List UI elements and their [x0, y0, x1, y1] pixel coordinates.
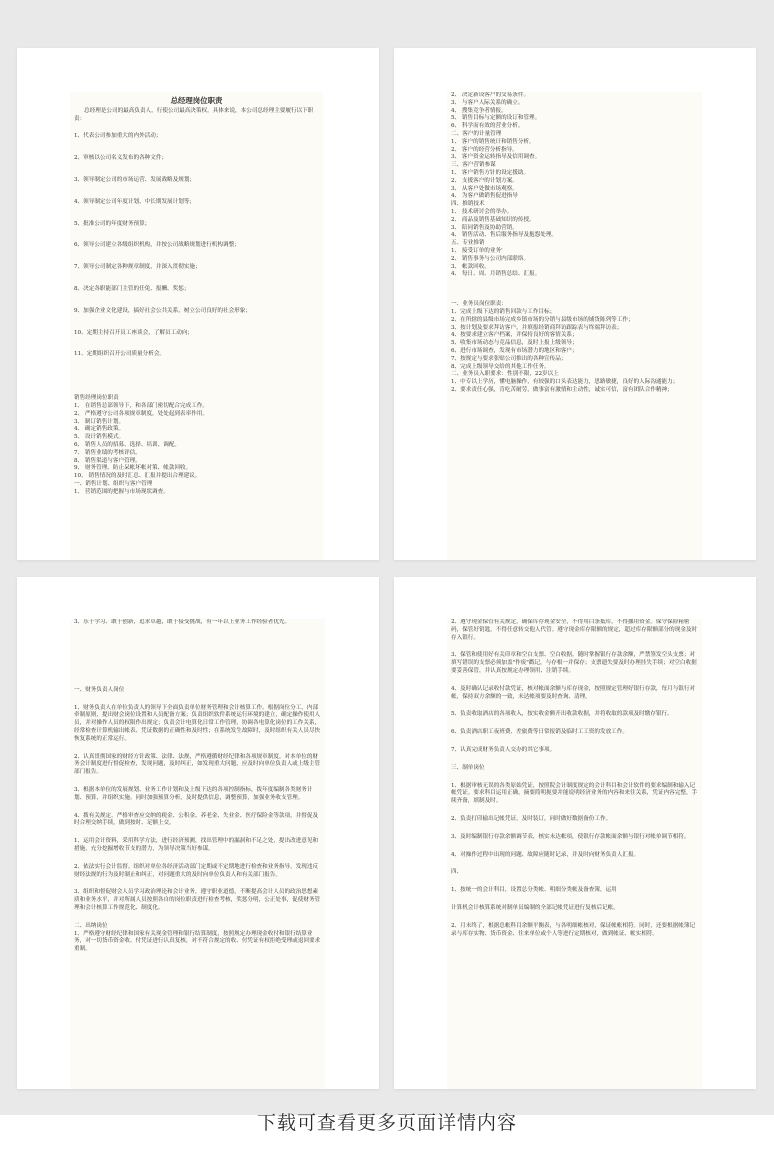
section-heading: 一、业务员岗位职责：: [451, 301, 507, 308]
section-heading: 三、客户营销参谋: [451, 162, 496, 169]
list-item: 1、 客户销售方针的设定援助。: [451, 169, 530, 176]
section-heading: 一、财务负责人岗位: [74, 686, 125, 693]
list-item: 1、 接受订单的业务': [451, 247, 503, 254]
paragraph: 3、及时编制银行存款余额调节表，核实未达帐项，使银行存款帐面余额与银行对帐单调节相符。: [451, 833, 690, 840]
document-page-2[interactable]: [394, 48, 756, 560]
page-content: [70, 92, 323, 560]
list-item: 4、 确定销售政策。: [74, 426, 125, 433]
paragraph: 2、月末终了，根据总帐科目余额平衡表，与各明细帐核对，保证帐帐相符。同时，还要根据帐簿记录与库存实物、货币资金、往来单位或个人等进行定期核对，做到帐证、帐实相符。: [451, 922, 696, 937]
document-title: 总经理岗位职责: [170, 96, 223, 105]
duty-item: 4、领导制定公司年度计划、中长期发展计划等；: [74, 198, 196, 205]
list-item: 1、 营销范围的把握与市场现状调查。: [74, 488, 169, 495]
paragraph: 3、根据本单位的发展规划、业务工作计划和及上级下达的各项控制指标，拨年度编制各类财务计划、预算，并组织实施。同时加强预算分析，及时提供信息，调整预算，加强业务收支管理。: [74, 786, 313, 801]
list-item: 10、 销售情况的及时汇总、汇报并提出合理建议。: [74, 473, 201, 480]
paragraph: 3、保管和使用好有关印章和空白支票、空白收据。随时掌握银行存款余额，严禁签发空头支票；对填写错误的支票必须加盖"作废"戳记，与存根一并保存；支票遗失要及时办理挂失手续；对空白收据要妥善保管，并认真按规定办理领用、注销手续。: [451, 652, 697, 674]
paragraph: 2、负责打印输出记帐凭证，及时装订，同时做好数据备份工作。: [451, 815, 612, 822]
list-item: 8、 销售渠道与客户管理。: [74, 457, 141, 464]
paragraph: 2、依法实行会计监督。组织对单位各经济活动部门定期或不定期地进行检查和业务指导，发现违反财经法规的行为及时制止和纠正，对问题重大的及时向单位负责人和有关部门报告。: [74, 863, 319, 878]
list-item: 3、 帐款回收。: [451, 263, 490, 270]
list-item: 4、 每日、周、月销售总结、汇报。: [451, 271, 541, 278]
list-item: 3、 客户资金运转指导及信用调查。: [451, 154, 541, 161]
paragraph: 6、负责酒店职工夜班费、差旅费等日常报销及临时工工资的发放工作。: [451, 729, 628, 736]
section-heading: 二、客户的计量管理: [451, 130, 502, 137]
list-item: 7、 销售业绩的考核评估。: [74, 449, 141, 456]
paragraph: 3、组织和督促财会人员学习政治理论和会计业务，遵守职业道德，不断提高会计人员的政治思想素质和业务水平，并对所属人员按照各自的岗位职责进行检查考核，奖惩分明，公正处事，促使财务管理和会计核算工作规范化、制度化。: [74, 889, 321, 911]
download-prompt-text[interactable]: 下载可查看更多页面详情内容: [256, 1112, 517, 1134]
section-heading: 三、制单岗位: [451, 764, 485, 771]
paragraph: 1、严格遵守财经纪律和国家有关现金管理和银行结算制度，按照规定办理现金收付和银行结算业务，对一切货币资金收、付凭证进行认真复核，对不符合规定的收、付凭证有权拒绝受理或退回要求重制。: [74, 930, 321, 953]
list-item: 6、 销售人员的招募、选择、培训、调配。: [74, 441, 181, 448]
list-item: 5、收集市场动态与竞品信息，及时上报上级领导；: [451, 340, 578, 347]
paragraph: 5、负责收取酒店的各项收入，按实收金额开出收款收据，并将收取的款项及时缴存银行。: [451, 711, 673, 718]
paragraph: 4、对操作过程中出现的问题、故障应随时记录，并及时向财务负责人汇报。: [451, 851, 640, 858]
paragraph: 3、乐于学习、敢于创新，追求卓越，敢于接受挑战，有一年以上业务工作经验者优先。: [74, 619, 291, 625]
list-item: 2、要求责任心强，肯吃苦耐劳，做事富有激情和主动性，诚实可信，富有团队合作精神；: [451, 386, 673, 393]
paragraph: 1、根据审核无误的各类原始凭证，按照院会计制度规定的会计科目和会计软件的要求编制和输入记帐凭证。要求科目运用正确，摘要简明扼要并能说明经济业务的内容和来往关系，凭证内容完整，手续齐备，填制及时。: [451, 782, 698, 805]
section-heading: 四、: [451, 869, 463, 876]
list-item: 7、按规定与要求张贴公司推出的各种宣传品；: [451, 355, 567, 362]
list-item: 6、 科学而有效的营业分析。: [451, 123, 524, 130]
duty-item: 3、领导制定公司的市场运营、发展战略及规划；: [74, 176, 196, 183]
duty-item: 10、定期主持召开员工座谈会，了解员工动向；: [74, 329, 193, 336]
duty-item: 1、代表公司参加重大的内外活动；: [74, 133, 162, 140]
list-item: 一、销售计划、组织与客户管理: [74, 480, 153, 487]
list-item: 2、 商品及销售基础知识的传授。: [451, 216, 535, 223]
list-item: 8、完成上级领导交给的其他工作任务。: [451, 363, 550, 370]
list-item: 3、按计划及要求拜访客户，并填报经销商拜访跟踪表与终端拜访表；: [451, 324, 623, 331]
list-item: 3、 制订销售计划。: [74, 418, 125, 425]
duty-item: 8、决定各职能部门主管的任免、报酬、奖惩；: [74, 285, 190, 292]
list-item: 1、完成上级下达的销售回款与工作目标；: [451, 308, 556, 315]
paragraph: 4、拨有关规定，严格审查应交纳的税金、公积金、养老金、失业金、医疗保险金等款项，并督促及时合理交纳手续，做到按时、足额上交。: [74, 812, 319, 827]
document-page-1[interactable]: [17, 48, 379, 560]
list-item: 4、 为客户做销售促进指导: [451, 193, 518, 200]
duty-item: 9、加强企业文化建设，搞好社会公共关系，树立公司良好的社会形象；: [74, 307, 251, 314]
list-item: 2、在所辖的县级市场完成乡镇市场的分销与县级市场的铺货陈列等工作；: [451, 316, 634, 323]
paragraph: 2、认真贯彻国家的财经方针政策、法律、法规，严格遵循财经纪律和各项规章制度。对本单位的财务会计制度进行督促检查，发现问题，及时纠正，如发现重大问题，应及时向单位负责人或上级主管部门报告。: [74, 753, 321, 776]
paragraph: 计算机会计核算系统对制单员编制的全部记帐凭证进行复核后记帐。: [451, 904, 619, 911]
list-item: 4、 搜集竞争者情报。: [451, 107, 507, 114]
list-item: 2、 支援客户的计划方案。: [451, 177, 518, 184]
section-heading: 二、出纳岗位: [74, 922, 108, 929]
section-heading: 四、推销技术: [451, 201, 485, 208]
list-item: 3、 陪同销售及协助营销。: [451, 224, 518, 231]
list-item: 5、 销售目标与定额的设订和管理。: [451, 115, 541, 122]
list-item: 2、 严格遵守公司各项规章制度，处处起到表率作用。: [74, 410, 208, 417]
duty-item: 2、审核以公司名义发布的各种文件；: [74, 155, 168, 162]
duty-item: 5、批准公司的年度财务预算；: [74, 220, 151, 227]
section-heading: 五、专业推销: [451, 240, 485, 247]
list-item: 5、 设计销售模式。: [74, 434, 125, 441]
duty-item: 11、定期组织召开公司质量分析会。: [74, 351, 166, 358]
section-heading: 销售经理岗位职责: [74, 395, 119, 402]
list-item: 4、 销售活动、售后服务指导及抱怨处理。: [451, 232, 558, 239]
list-item: 2、 决定新设客户的交易条件。: [451, 92, 530, 98]
list-item: 3、 从客户处做市场观察。: [451, 185, 518, 192]
list-item: 1、 技术研讨会的举办。: [451, 208, 513, 215]
document-page-4[interactable]: [394, 577, 756, 1089]
list-item: 9、 财务管理、防止呆帐坏帐对策、帐款回收。: [74, 465, 192, 472]
paragraph: 1、财务负责人在单位负责人的领导下全面负责单位财务管理和会计核算工作。根据岗位分工，内部牵制原则，提出财会岗位设置和人员配备方案；负责组织软件系统运行环境的建立，确定操作使用人员，并对操作人员的权限作出规定；负责会计电算化日常工作管理，协调各电算化岗位的工作关系，经常检查计算机输出帐表、凭证数据的正确性和及时性；在系统发生故障时，及时组织有关人员尽快恢复系统的正常运行。: [74, 704, 321, 742]
list-item: 1、 在销售总部领导下，和各部门密切配合完成工作。: [74, 402, 208, 409]
list-item: 2、 销售事务与公司内部联络。: [451, 255, 530, 262]
duty-item: 6、领导公司建立各级组织机构，并按公司战略规划进行机构调整；: [74, 242, 240, 249]
section-heading: 二、业务员入职要求：性别不限，22岁以上: [451, 371, 559, 378]
intro-paragraph: 总经理是公司的最高负责人，行使公司最高决策权。具体来说，本公司总经理主要履行以下职责：: [74, 107, 314, 122]
list-item: 6、进行市场调查，发现有市场潜力的地区和客户；: [451, 347, 578, 354]
paragraph: 1、运用会计资料，采用科学方法，进行经济预测，找出管理中的漏洞和不足之处，提出改进意见和措施，充分挖掘增收节支的潜力，为领导决策当好参谋。: [74, 838, 319, 852]
paragraph: 4、及时确认记录收付款凭证，核对帐面余额与库存现金，按照规定管理好银行存款，每月与银行对帐，保持双方余额的一致，未达帐项要及时查询、清理。: [451, 685, 696, 700]
list-item: 1、中专以上学历，懂电脑操作，有较强的口头表达能力，思路敏捷，良好的人际沟通能力；: [451, 379, 679, 386]
list-item: 2、 客户的经营分析指导。: [451, 146, 518, 153]
list-item: 4、按要求建立客户档案，并保持良好的客情关系；: [451, 332, 578, 339]
paragraph: 7、认真完成财务负责人交办的其它事项。: [451, 746, 556, 753]
paragraph: 2、遵守现金保管有关规定，确保库存现金安全，不得用白条抵库，不得挪用资金。保守保险箱密码，保管好钥匙，不得任意转交他人代管。遵守现金库存限额的规定，超过库存限额部分的现金及时存入银行。: [451, 619, 698, 641]
document-page-3[interactable]: [17, 577, 379, 1089]
duty-item: 7、领导公司制定各种规章制度，并深入贯彻实施；: [74, 264, 201, 271]
list-item: 1、 客户的销售统计和销售分析。: [451, 138, 535, 145]
page-content: [447, 92, 702, 560]
paragraph: 1、按统一的会计科目，设置总分类帐、明细分类帐及备查簿，运用: [451, 887, 617, 894]
page-content: [447, 619, 702, 1089]
list-item: 3、 与客户人际关系的确立。: [451, 99, 524, 106]
page-content: [70, 619, 325, 1089]
